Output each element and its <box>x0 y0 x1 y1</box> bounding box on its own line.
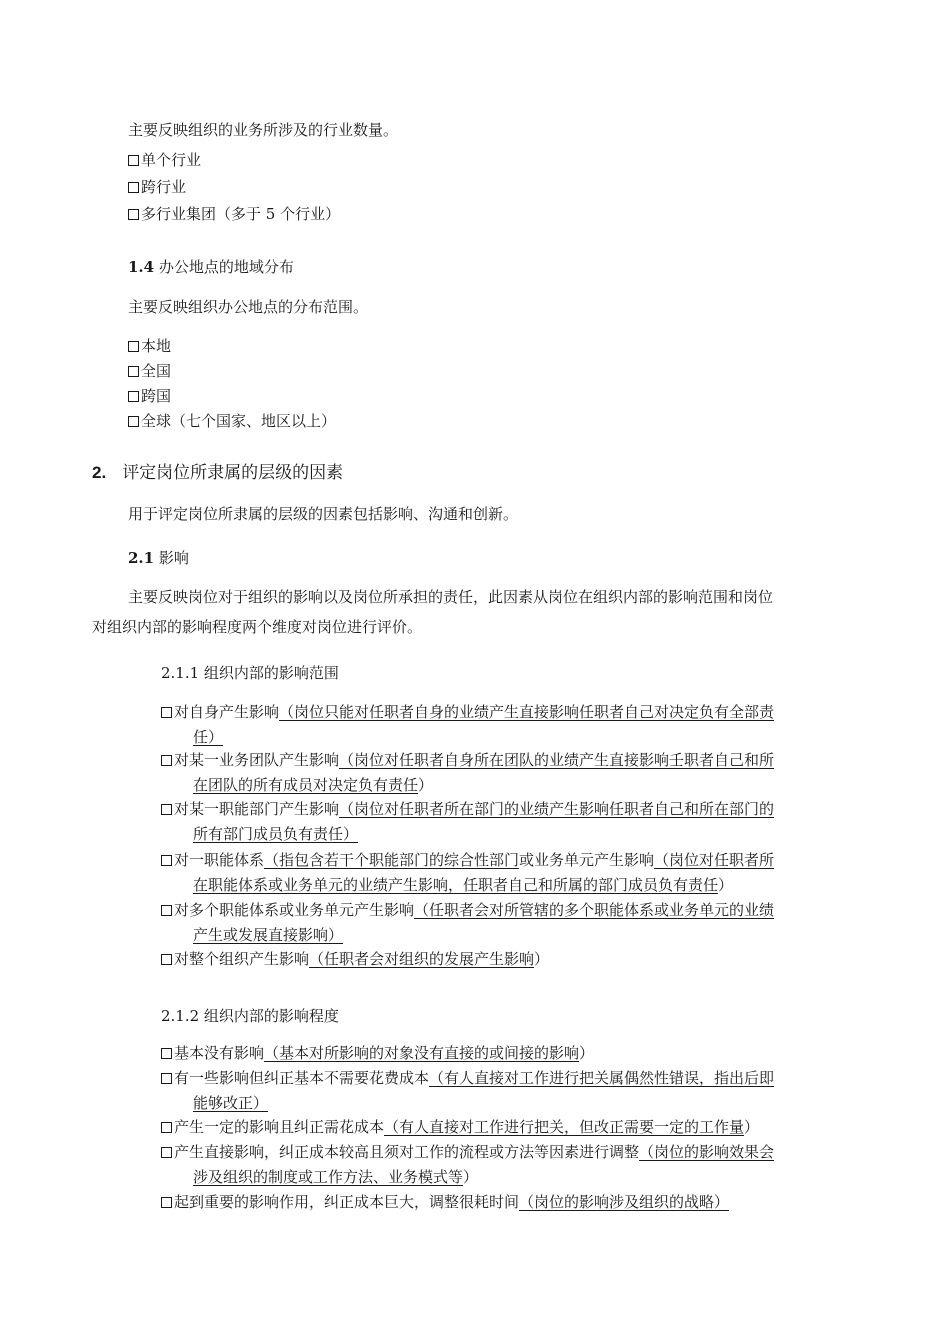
option-1-4-multinational: 跨国 <box>128 386 171 406</box>
checkbox-icon <box>128 209 139 220</box>
scope-item: 对一职能体系（指包含若干个职能部门的综合性部门或业务单元产生影响（岗位对任职者所 在职能体系或业务单元的业绩产生影响，任职者自己和所属的部门成员负有责任） <box>161 848 861 898</box>
checkbox-icon <box>161 755 172 766</box>
degree-item: 起到重要的影响作用，纠正成本巨大，调整很耗时间（岗位的影响涉及组织的战略） <box>161 1190 861 1215</box>
checkbox-icon <box>161 855 172 866</box>
degree-item: 产生直接影响，纠正成本较高且须对工作的流程或方法等因素进行调整（岗位的影响效果会 涉及组织的制度或工作方法、业务模式等） <box>161 1140 861 1190</box>
checkbox-icon <box>128 155 139 166</box>
scope-item: 对某一职能部门产生影响（岗位对任职者所在部门的业绩产生影响任职者自己和所在部门的 所有部门成员负有责任） <box>161 797 861 847</box>
checkbox-icon <box>161 1147 172 1158</box>
section-2-1-2-heading: 2.1.2 组织内部的影响程度 <box>161 1007 339 1025</box>
checkbox-icon <box>161 1122 172 1133</box>
degree-item: 有一些影响但纠正基本不需要花费成本（有人直接对工作进行把关属偶然性错误，指出后即 能够改正） <box>161 1066 861 1116</box>
degree-item: 产生一定的影响且纠正需花成本（有人直接对工作进行把关，但改正需要一定的工作量） <box>161 1115 861 1140</box>
checkbox-icon <box>128 341 139 352</box>
scope-item: 对多个职能体系或业务单元产生影响（任职者会对所管辖的多个职能体系或业务单元的业绩 产生或发展直接影响） <box>161 898 861 948</box>
checkbox-icon <box>161 1197 172 1208</box>
section-2-1-heading: 2.1 影响 <box>128 549 189 567</box>
option-1-3-multi: 多行业集团（多于 5 个行业） <box>128 204 340 224</box>
checkbox-icon <box>128 182 139 193</box>
checkbox-icon <box>161 905 172 916</box>
intro-1-3: 主要反映组织的业务所涉及的行业数量。 <box>128 121 399 139</box>
option-1-4-national: 全国 <box>128 361 171 381</box>
checkbox-icon <box>128 391 139 402</box>
option-1-4-global: 全球（七个国家、地区以上） <box>128 411 336 431</box>
scope-item: 对某一业务团队产生影响（岗位对任职者自身所在团队的业绩产生直接影响壬职者自己和所 在团队的所有成员对决定负有责任） <box>161 748 861 798</box>
section-1-4-heading: 1.4 办公地点的地域分布 <box>128 258 294 276</box>
checkbox-icon <box>161 707 172 718</box>
option-1-3-single: 单个行业 <box>128 150 201 170</box>
section-2-heading: 2. 评定岗位所隶属的层级的因素 <box>92 463 344 483</box>
checkbox-icon <box>161 1048 172 1059</box>
intro-2: 用于评定岗位所隶属的层级的因素包括影响、沟通和创新。 <box>128 505 519 523</box>
intro-2-1-line1: 主要反映岗位对于组织的影响以及岗位所承担的责任，此因素从岗位在组织内部的影响范围和岗位 <box>128 588 774 606</box>
intro-1-4: 主要反映组织办公地点的分布范围。 <box>128 298 369 316</box>
checkbox-icon <box>128 366 139 377</box>
checkbox-icon <box>161 954 172 965</box>
scope-item: 对自身产生影响（岗位只能对任职者自身的业绩产生直接影响任职者自己对决定负有全部责 任） <box>161 700 861 750</box>
scope-item: 对整个组织产生影响（任职者会对组织的发展产生影响） <box>161 947 861 972</box>
section-2-1-1-heading: 2.1.1 组织内部的影响范围 <box>161 664 339 682</box>
checkbox-icon <box>128 416 139 427</box>
intro-2-1-line2: 对组织内部的影响程度两个维度对岗位进行评价。 <box>92 618 423 636</box>
degree-item: 基本没有影响（基本对所影响的对象没有直接的或间接的影响） <box>161 1041 861 1066</box>
checkbox-icon <box>161 1073 172 1084</box>
checkbox-icon <box>161 804 172 815</box>
option-1-3-cross: 跨行业 <box>128 177 186 197</box>
option-1-4-local: 本地 <box>128 336 171 356</box>
